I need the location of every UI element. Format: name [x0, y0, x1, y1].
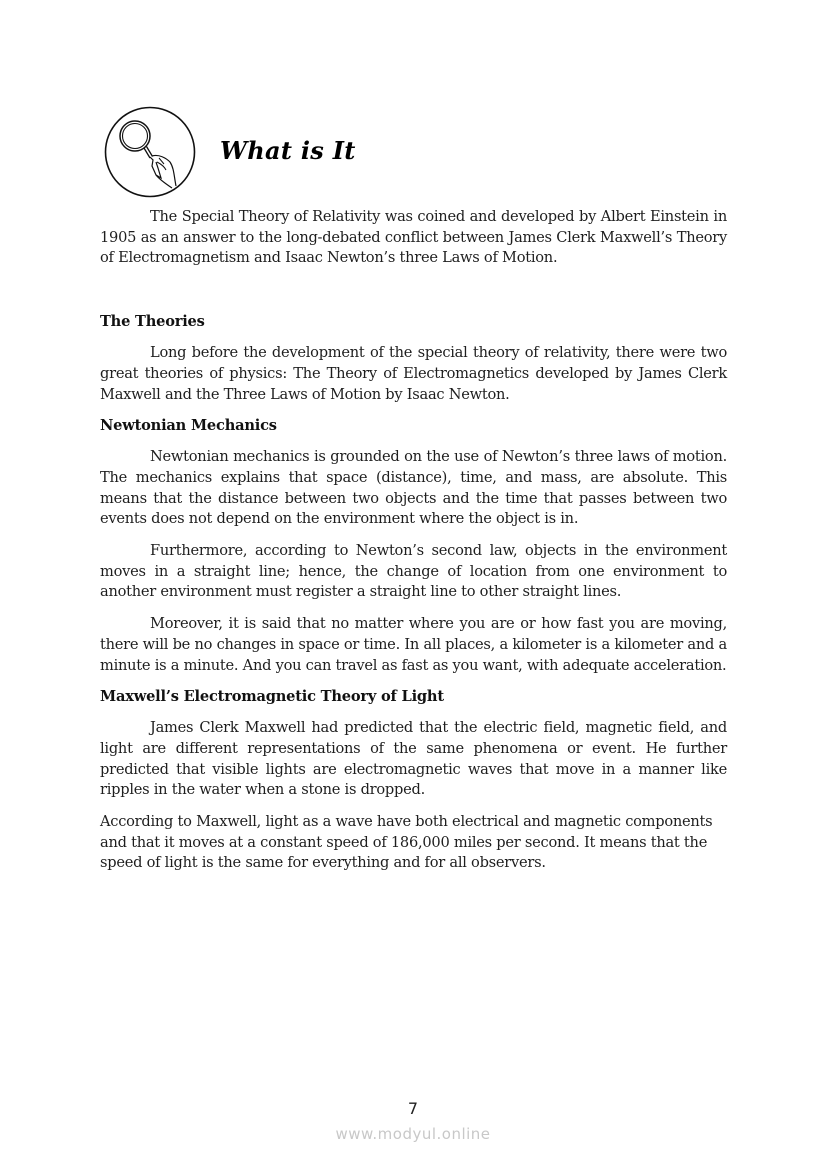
watermark: www.modyul.online — [335, 1125, 491, 1143]
magnifying-glass-icon — [104, 106, 196, 198]
section-heading-maxwell-theory: Maxwell’s Electromagnetic Theory of Light — [100, 688, 444, 706]
paragraph: Long before the development of the special theory of relativity, there were two great theories of physics: The Theory of Electromagnetics developed by James Clerk Maxwell and the Three Laws of Motion by Isaac Newton. — [100, 344, 727, 403]
page-title: What is It — [220, 136, 356, 165]
paragraph: James Clerk Maxwell had predicted that the electric field, magnetic field, and light are different representations of the same phenomena or event. He further predicted that visible lights are electromagnetic waves that move in a manner like ripples in the water when a stone is dropped. — [100, 719, 727, 799]
section-header — [104, 106, 404, 198]
intro-paragraph: The Special Theory of Relativity was coined and developed by Albert Einstein in 1905 as an answer to the long-debated conflict between James Clerk Maxwell’s Theory of Electromagnetism and Isaac Newton’s three Laws of Motion. — [100, 208, 727, 267]
section-heading-newtonian-mechanics: Newtonian Mechanics — [100, 417, 277, 435]
paragraph: Moreover, it is said that no matter where you are or how fast you are moving, there will be no changes in space or time. In all places, a kilometer is a kilometer and a minute is a minute. And you can travel as fast as you want, with adequate acceleration. — [100, 615, 727, 674]
section-heading-theories: The Theories — [100, 313, 205, 331]
paragraph: According to Maxwell, light as a wave have both electrical and magnetic components and that it moves at a constant speed of 186,000 miles per second. It means that the speed of light is the same for everything and for all observers. — [100, 813, 713, 872]
main-content — [100, 207, 727, 874]
paragraph: Furthermore, according to Newton’s second law, objects in the environment moves in a straight line; hence, the change of location from one environment to another environment must register a straight line to other straight lines. — [100, 542, 727, 601]
paragraph: Newtonian mechanics is grounded on the use of Newton’s three laws of motion. The mechanics explains that space (distance), time, and mass, are absolute. This means that the distance between two objects and the time that passes between two events does not depend on the environment where the object is in. — [100, 448, 727, 528]
page-number: 7 — [407, 1099, 419, 1118]
